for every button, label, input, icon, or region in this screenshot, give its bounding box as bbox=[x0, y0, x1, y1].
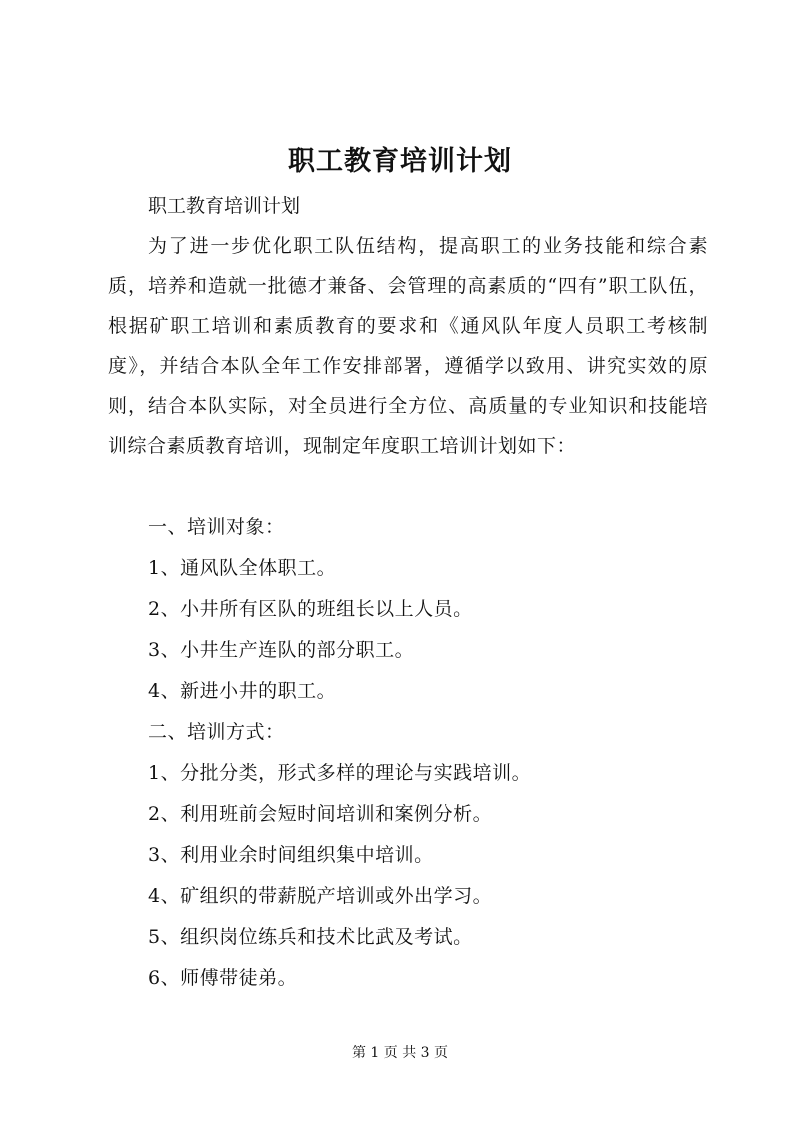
intro-paragraph: 为了进一步优化职工队伍结构，提高职工的业务技能和综合素质，培养和造就一批德才兼备、会管理的高素质的“四有”职工队伍，根据矿职工培训和素质教育的要求和《通风队年度人员职工考核制度》，并结合本队全年工作安排部署，遵循学以致用、讲究实效的原则，结合本队实际，对全员进行全方位、高质量的专业知识和技能培训综合素质教育培训，现制定年度职工培训计划如下： bbox=[108, 235, 708, 457]
section-heading-training-methods: 二、培训方式： bbox=[148, 721, 285, 743]
document-title: 职工教育培训计划 bbox=[288, 146, 512, 177]
section-heading-training-targets: 一、培训对象： bbox=[148, 516, 285, 538]
document-subtitle: 职工教育培训计划 bbox=[148, 195, 301, 217]
list-item: 4、矿组织的带薪脱产培训或外出学习。 bbox=[148, 885, 493, 907]
list-item: 5、组织岗位练兵和技术比武及考试。 bbox=[148, 926, 473, 948]
list-item: 3、小井生产连队的部分职工。 bbox=[148, 639, 415, 661]
list-item: 1、通风队全体职工。 bbox=[148, 557, 337, 579]
list-item: 4、新进小井的职工。 bbox=[148, 680, 337, 702]
list-item: 6、师傅带徒弟。 bbox=[148, 967, 298, 989]
page-number-footer: 第 1 页 共 3 页 bbox=[351, 1045, 449, 1061]
list-item: 2、小井所有区队的班组长以上人员。 bbox=[148, 598, 473, 620]
list-item: 3、利用业余时间组织集中培训。 bbox=[148, 844, 434, 866]
list-item: 1、分批分类，形式多样的理论与实践培训。 bbox=[148, 762, 532, 784]
list-item: 2、利用班前会短时间培训和案例分析。 bbox=[148, 803, 493, 825]
